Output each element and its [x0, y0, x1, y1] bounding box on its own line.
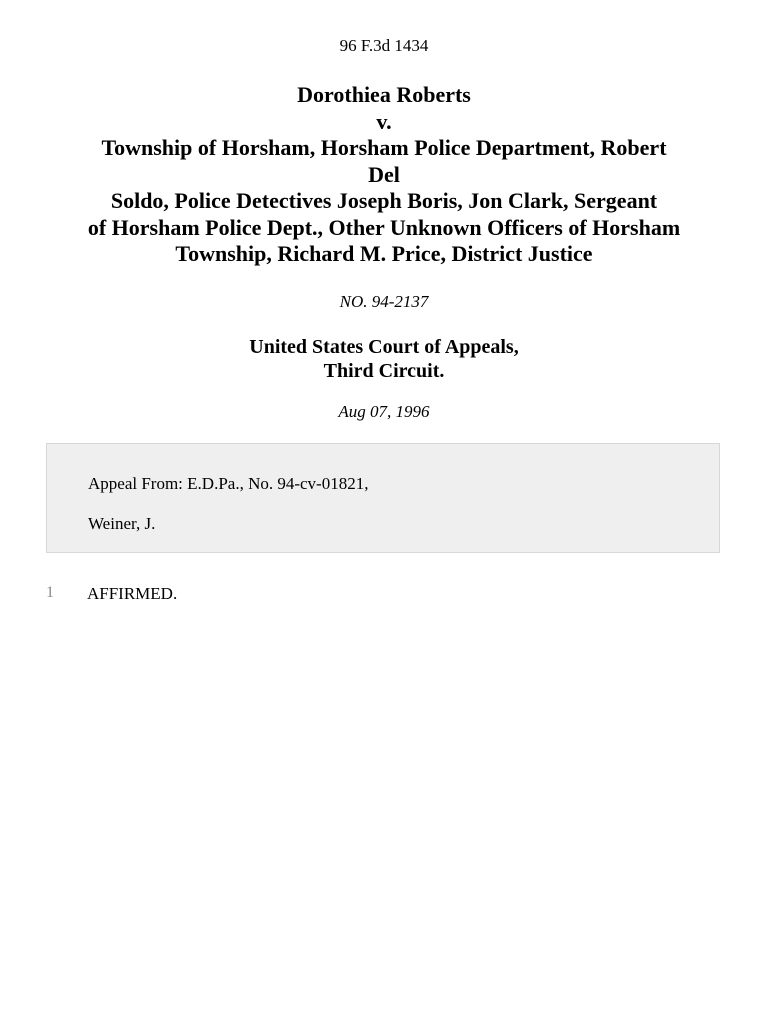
- paragraph-number: 1: [46, 584, 54, 601]
- court-name: [0, 335, 768, 383]
- court-line: United States Court of Appeals,: [249, 336, 519, 358]
- appeal-info-box: [46, 443, 720, 553]
- title-line: Dorothiea Roberts: [297, 82, 471, 107]
- title-line: of Horsham Police Dept., Other Unknown Officers of Horsham: [87, 214, 681, 240]
- docket-number: NO. 94-2137: [339, 292, 429, 311]
- decision-date: Aug 07, 1996: [338, 402, 430, 421]
- case-citation: 96 F.3d 1434: [339, 36, 429, 55]
- case-title: [20, 82, 748, 268]
- title-line: Del: [368, 161, 400, 187]
- title-line: Soldo, Police Detectives Joseph Boris, Jon Clark, Sergeant: [110, 188, 658, 213]
- title-line: Township, Richard M. Price, District Justice: [175, 241, 593, 266]
- court-line: Third Circuit.: [323, 360, 445, 382]
- judge-name: Weiner, J.: [88, 514, 156, 533]
- appeal-from: Appeal From: E.D.Pa., No. 94-cv-01821,: [88, 474, 369, 493]
- title-line: Township of Horsham, Horsham Police Department, Robert: [101, 135, 667, 160]
- paragraph-text: AFFIRMED.: [87, 584, 178, 603]
- title-line: v.: [376, 108, 392, 134]
